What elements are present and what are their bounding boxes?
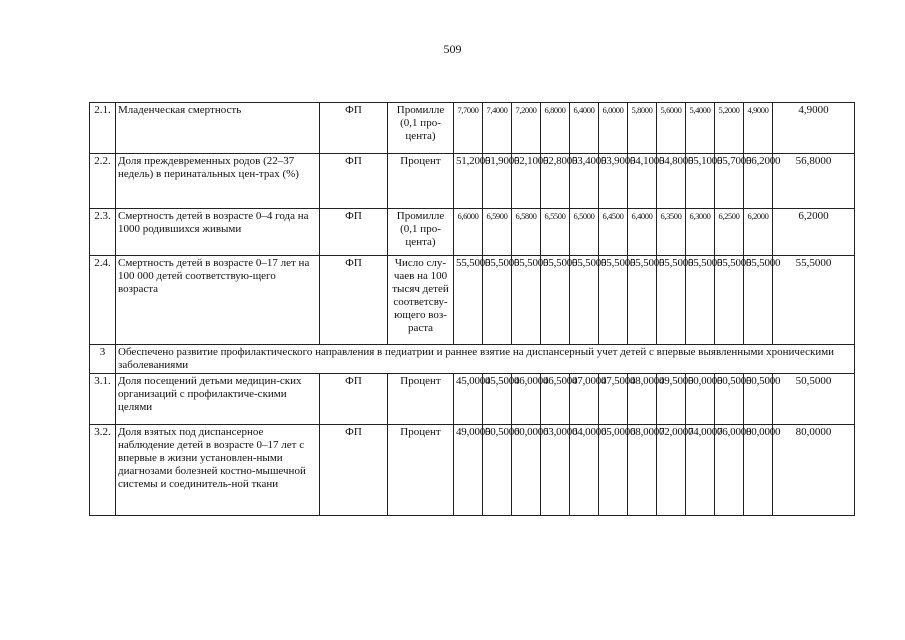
year-value: 49,0000 [454,425,483,516]
row-number: 2.1. [90,103,116,154]
indicator-unit: Процент [388,154,454,209]
table-row [90,374,855,425]
indicator-source: ФП [320,154,388,209]
year-value: 4,9000 [744,103,773,154]
year-value: 51,9000 [483,154,512,209]
year-value: 55,5000 [512,256,541,345]
year-value: 55,5000 [483,256,512,345]
target-value: 4,9000 [773,103,855,154]
indicator-name: Доля преждевременных родов (22–37 недель) в перинатальных цен-трах (%) [116,154,320,209]
target-value: 6,2000 [773,209,855,256]
year-value: 55,5000 [744,256,773,345]
year-value: 46,5000 [541,374,570,425]
year-value: 6,8000 [541,103,570,154]
table-row [90,103,855,154]
year-value: 53,9000 [599,154,628,209]
year-value: 51,2000 [454,154,483,209]
year-value: 55,1000 [686,154,715,209]
year-value: 47,0000 [570,374,599,425]
year-value: 47,5000 [599,374,628,425]
year-value: 5,2000 [715,103,744,154]
row-number: 2.3. [90,209,116,256]
section-title: Обеспечено развитие профилактического направления в педиатрии и раннее взятие на диспансерный учет детей с впервые выявленными хроническими заболеваниями [116,345,855,374]
year-value: 53,4000 [570,154,599,209]
year-value: 6,5000 [570,209,599,256]
year-value: 55,5000 [541,256,570,345]
indicator-name: Смертность детей в возрасте 0–4 года на 1000 родившихся живыми [116,209,320,256]
table-row [90,425,855,516]
year-value: 45,0000 [454,374,483,425]
row-number: 2.2. [90,154,116,209]
row-number: 2.4. [90,256,116,345]
year-value: 49,5000 [657,374,686,425]
year-value: 55,5000 [715,256,744,345]
year-value: 54,1000 [628,154,657,209]
year-value: 6,0000 [599,103,628,154]
row-number: 3.2. [90,425,116,516]
year-value: 80,0000 [744,425,773,516]
year-value: 55,5000 [454,256,483,345]
indicator-source: ФП [320,209,388,256]
indicator-unit: Число слу-чаев на 100 тысяч детей соответсву-ющего воз-раста [388,256,454,345]
year-value: 7,2000 [512,103,541,154]
page-number: 509 [443,42,462,56]
target-value: 80,0000 [773,425,855,516]
indicator-source: ФП [320,374,388,425]
year-value: 54,8000 [657,154,686,209]
year-value: 6,3500 [657,209,686,256]
year-value: 55,5000 [686,256,715,345]
year-value: 46,0000 [512,374,541,425]
year-value: 5,4000 [686,103,715,154]
target-value: 56,8000 [773,154,855,209]
indicator-unit: Промилле (0,1 про-цента) [388,103,454,154]
indicator-name: Смертность детей в возрасте 0–17 лет на 100 000 детей соответствую-щего возраста [116,256,320,345]
year-value: 74,0000 [686,425,715,516]
year-value: 7,7000 [454,103,483,154]
indicator-unit: Промилле (0,1 про-цента) [388,209,454,256]
table-row [90,209,855,256]
year-value: 6,2500 [715,209,744,256]
table-row [90,256,855,345]
indicator-source: ФП [320,256,388,345]
year-value: 45,5000 [483,374,512,425]
year-value: 6,2000 [744,209,773,256]
target-value: 50,5000 [773,374,855,425]
year-value: 6,6000 [454,209,483,256]
year-value: 6,4500 [599,209,628,256]
year-value: 55,5000 [570,256,599,345]
year-value: 76,0000 [715,425,744,516]
indicator-source: ФП [320,425,388,516]
year-value: 50,5000 [483,425,512,516]
year-value: 72,0000 [657,425,686,516]
year-value: 50,5000 [715,374,744,425]
year-value: 50,0000 [686,374,715,425]
year-value: 65,0000 [599,425,628,516]
year-value: 52,8000 [541,154,570,209]
year-value: 6,4000 [628,209,657,256]
indicators-table [89,102,855,516]
target-value: 55,5000 [773,256,855,345]
year-value: 63,0000 [541,425,570,516]
year-value: 5,6000 [657,103,686,154]
indicator-unit: Процент [388,374,454,425]
year-value: 55,5000 [628,256,657,345]
table-row [90,154,855,209]
indicator-name: Доля посещений детьми медицин-ских организаций с профилактиче-скими целями [116,374,320,425]
section-number: 3 [90,345,116,374]
year-value: 64,0000 [570,425,599,516]
indicator-source: ФП [320,103,388,154]
indicator-name: Доля взятых под диспансерное наблюдение детей в возрасте 0–17 лет с впервые в жизни установлен-ными диагнозами болезней костно-мышечной системы и соединитель-ной ткани [116,425,320,516]
year-value: 55,5000 [599,256,628,345]
year-value: 56,2000 [744,154,773,209]
year-value: 6,5900 [483,209,512,256]
year-value: 48,0000 [628,374,657,425]
year-value: 5,8000 [628,103,657,154]
section-row [90,345,855,374]
year-value: 68,0000 [628,425,657,516]
row-number: 3.1. [90,374,116,425]
indicator-name: Младенческая смертность [116,103,320,154]
year-value: 50,5000 [744,374,773,425]
year-value: 6,3000 [686,209,715,256]
year-value: 60,0000 [512,425,541,516]
indicator-unit: Процент [388,425,454,516]
year-value: 52,1000 [512,154,541,209]
year-value: 55,7000 [715,154,744,209]
year-value: 7,4000 [483,103,512,154]
year-value: 6,5800 [512,209,541,256]
year-value: 55,5000 [657,256,686,345]
year-value: 6,5500 [541,209,570,256]
year-value: 6,4000 [570,103,599,154]
